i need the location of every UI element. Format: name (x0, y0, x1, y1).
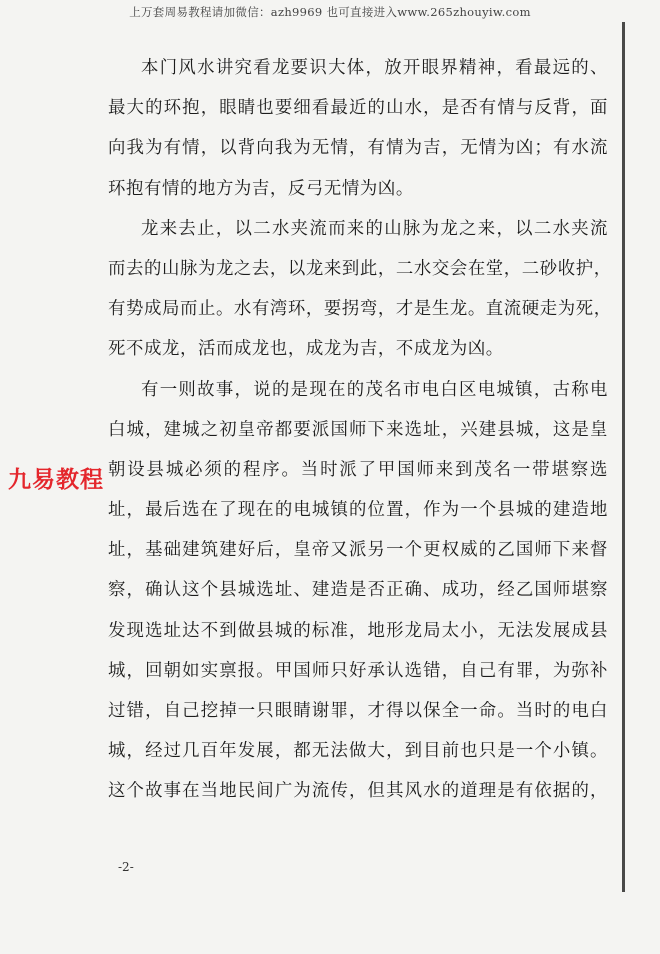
paragraph-line: 过错，自己挖掉一只眼睛谢罪，才得以保全一命。当时的电白 (108, 701, 608, 721)
paragraph-line: 发现选址达不到做县城的标准，地形龙局太小，无法发展成县 (108, 620, 608, 641)
paragraph-line: 址，最后选在了现在的电城镇的位置，作为一个县城的建造地 (108, 500, 608, 521)
paragraph-line: 朝设县城必须的程序。当时派了甲国师来到茂名一带堪察选 (108, 459, 608, 480)
paragraph-line: 察，确认这个县城选址、建造是否正确、成功，经乙国师堪察 (108, 580, 608, 601)
paragraph-line: 死不成龙，活而成龙也，成龙为吉，不成龙为凶。 (108, 339, 504, 360)
paragraph-line: 城，经过几百年发展，都无法做大，到目前也只是一个小镇。 (108, 741, 608, 762)
paragraph-line: 向我为有情，以背向我为无情，有情为吉，无情为凶；有水流 (108, 138, 608, 159)
paragraph-line: 城，回朝如实禀报。甲国师只好承认选错，自己有罪，为弥补 (108, 660, 608, 681)
body-text (108, 48, 612, 812)
paragraph-line: 而去的山脉为龙之去，以龙来到此，二水交会在堂，二砂收护， (108, 258, 612, 279)
watermark-logo: 九易教程 (8, 467, 104, 493)
paragraph-line: 白城，建城之初皇帝都要派国师下来选址，兴建县城，这是皇 (108, 419, 608, 440)
page-number: -2- (118, 860, 134, 874)
paragraph-line: 本门风水讲究看龙要识大体，放开眼界精神，看最远的、 (141, 58, 608, 78)
paragraph-line: 有一则故事，说的是现在的茂名市电白区电城镇，古称电 (141, 379, 608, 400)
header-banner: 上万套周易教程请加微信：azh9969 也可直接进入www.265zhouyiw.com (129, 5, 531, 19)
paragraph-line: 最大的环抱，眼睛也要细看最近的山水，是否有情与反背，面 (108, 98, 608, 119)
paragraph-line: 这个故事在当地民间广为流传，但其风水的道理是有依据的， (108, 781, 608, 802)
paragraph-line: 环抱有情的地方为吉，反弓无情为凶。 (108, 178, 414, 199)
paragraph-line: 龙来去止，以二水夹流而来的山脉为龙之来，以二水夹流 (141, 218, 608, 239)
paragraph-line: 址，基础建筑建好后，皇帝又派另一个更权威的乙国师下来督 (108, 540, 608, 561)
paragraph-line: 有势成局而止。水有湾环，要拐弯，才是生龙。直流硬走为死， (108, 299, 612, 320)
binding-edge (622, 22, 625, 892)
